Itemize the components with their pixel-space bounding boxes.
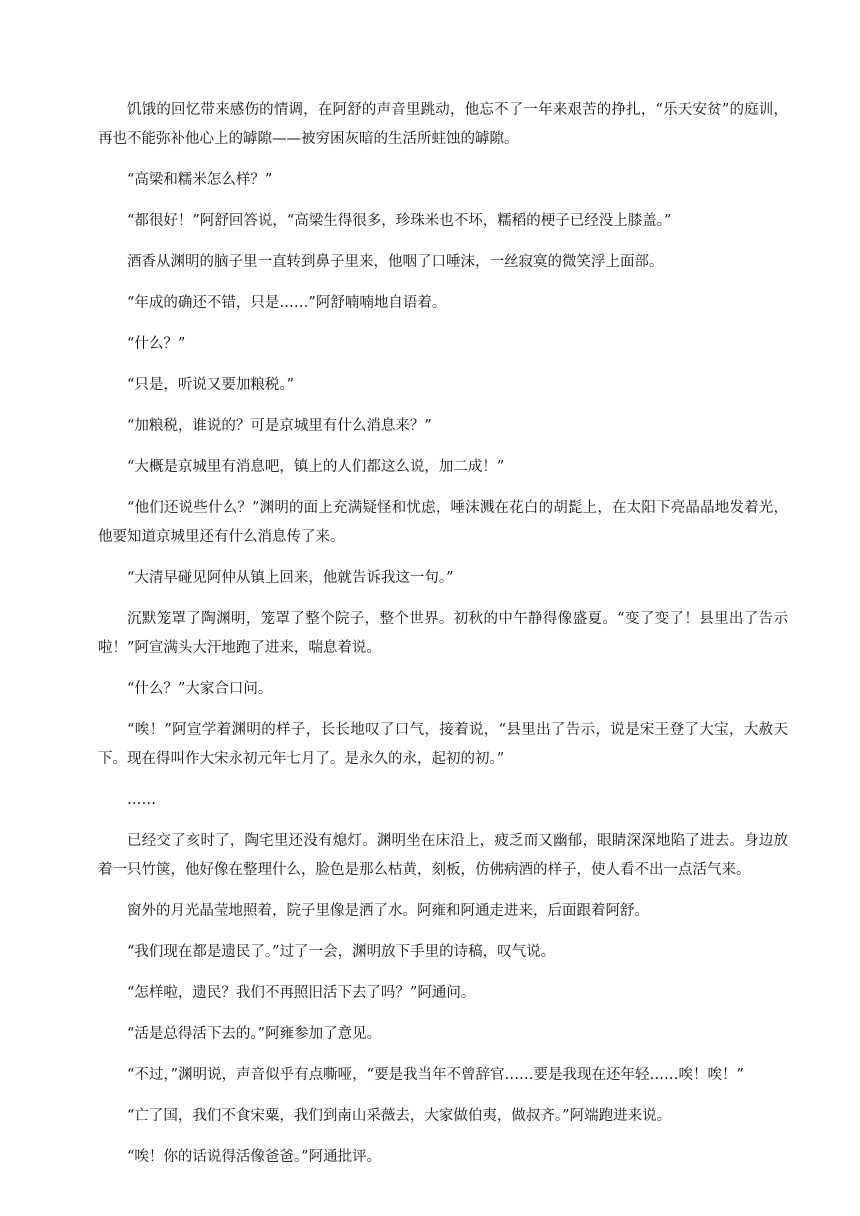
paragraph-moonlight: 窗外的月光晶莹地照着，院子里像是洒了水。阿雍和阿通走进来，后面跟着阿舒。 xyxy=(127,903,649,919)
paragraph-tax-rumor: “只是，听说又要加粮税。” xyxy=(127,377,295,393)
paragraph-announcement: “唉！”阿宣学着渊明的样子，长长地叹了口气，接着说，“县里出了告示，说是宋王登了大宝，大赦天下。现在得叫作大宋永初元年七月了。是永久的永，起初的初。” xyxy=(98,722,788,767)
paragraph-harvest-good: “年成的确还不错，只是……”阿舒喃喃地自语着。 xyxy=(127,295,447,311)
paragraph-who-said: “加粮税，谁说的？可是京城里有什么消息来？” xyxy=(127,418,432,434)
paragraph-aduan: “亡了国，我们不食宋粟，我们到南山采薇去，大家做伯夷，做叔齐。”阿端跑进来说。 xyxy=(127,1108,672,1124)
paragraph-silence: 沉默笼罩了陶渊明，笼罩了整个院子，整个世界。初秋的中午静得像盛夏。“变了变了！县里出了告示啦！”阿宣满头大汗地跑了进来，喘息着说。 xyxy=(98,611,788,656)
paragraph-ayong-opinion: “活是总得活下去的。”阿雍参加了意见。 xyxy=(127,1026,382,1042)
paragraph-worry: “他们还说些什么？”渊明的面上充满疑怪和忧虑，唾沫溅在花白的胡髭上，在太阳下亮晶晶地发着光，他要知道京城里还有什么消息传了来。 xyxy=(98,500,788,545)
paragraph-atong-criticizes: “唉！你的话说得活像爸爸。”阿通批评。 xyxy=(127,1149,382,1165)
paragraph-ashu-answer: “都很好！”阿舒回答说，“高梁生得很多，珍珠米也不坏，糯稻的梗子已经没上膝盖。” xyxy=(127,213,672,229)
paragraph-remnants: “我们现在都是遗民了。”过了一会，渊明放下手里的诗稿，叹气说。 xyxy=(127,944,556,960)
paragraph-wine-fragrance: 酒香从渊明的脑子里一直转到鼻子里来，他咽了口唾沫，一丝寂寞的微笑浮上面部。 xyxy=(127,254,664,270)
paragraph-atong-asks: “怎样啦，遗民？我们不再照旧活下去了吗？”阿通问。 xyxy=(127,985,476,1001)
paragraph-what: “什么？” xyxy=(127,336,186,352)
paragraph-night: 已经交了亥时了，陶宅里还没有熄灯。渊明坐在床沿上，疲乏而又幽郁，眼睛深深地陷了进去。身边放着一只竹箧，他好像在整理什么，脸色是那么枯黄，刻板，仿佛病酒的样子，使人看不出一点活气来。 xyxy=(98,833,788,878)
paragraph-azhong: “大清早碰见阿仲从镇上回来，他就告诉我这一句。” xyxy=(127,570,454,586)
paragraph-all-ask: “什么？”大家合口问。 xyxy=(127,681,273,697)
paragraph-town-says: “大概是京城里有消息吧，镇上的人们都这么说，加二成！” xyxy=(127,459,505,475)
paragraph-question-crops: “高梁和糯米怎么样？” xyxy=(127,172,273,188)
paragraph-ellipsis: …… xyxy=(127,792,156,808)
paragraph-yuanming-sighs: “不过，”渊明说，声音似乎有点嘶哑，“要是我当年不曾辞官……要是我现在还年轻……唉！唉！” xyxy=(127,1067,744,1083)
paragraph-hunger-memory: 饥饿的回忆带来感伤的情调，在阿舒的声音里跳动，他忘不了一年来艰苦的挣扎，“乐天安贫”的庭训，再也不能弥补他心上的罅隙——被穷困灰暗的生活所蛀蚀的罅隙。 xyxy=(98,102,788,147)
